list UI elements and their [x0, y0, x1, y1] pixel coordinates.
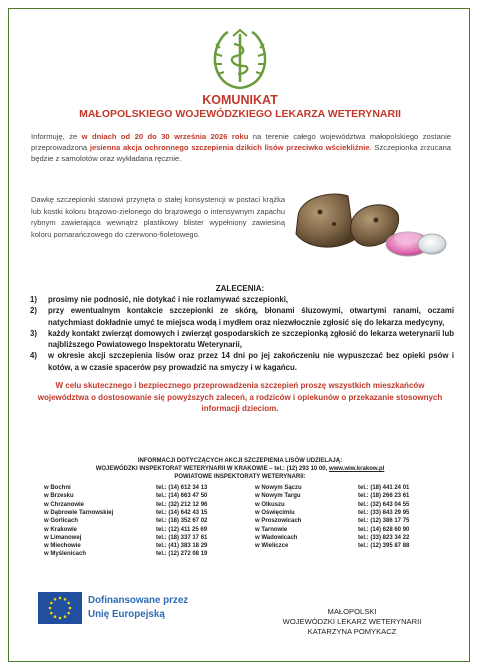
list-text: przy ewentualnym kontakcie szczepionki ze skórą, błonami śluzowymi, otwartymi ranami, oczami natychmiast dokładnie umyć te miejsca wodą i mydłem oraz niezwłocznie zgłosić się do lekarza medycyny,	[48, 306, 454, 327]
recommendations-list	[30, 294, 454, 373]
wiw-text: WOJEWÓDZKI INSPEKTORAT WETERYNARII W KRAKOWIE – tel.: (12) 293 10 00,	[95, 466, 329, 472]
inspectorate-name: w Limanowej	[44, 534, 82, 541]
intro-action: jesienna akcja ochronnego szczepienia dzikich lisów przeciwko wściekliźnie	[89, 143, 370, 152]
signature-block	[262, 607, 442, 637]
appeal-paragraph: W celu skutecznego i bezpiecznego przeprowadzenia szczepień proszę wszystkich mieszkańców województwa o dostosowanie się powyższych zaleceń, a rodziców i opiekunów o przekazanie stosownych informacji dzieciom.	[37, 381, 443, 414]
list-item	[30, 350, 454, 373]
eu-flag-icon	[38, 592, 82, 624]
inspectorate-name: w Wieliczce	[255, 543, 289, 550]
eu-funding-text	[88, 594, 188, 622]
eu-funding-line1: Dofinansowane przez	[88, 595, 189, 606]
inspectorate-name: w Bochni	[44, 485, 71, 491]
vaccine-description: Dawkę szczepionki stanowi przynęta o stałej konsystencji w postaci krążka lub kostki koloru brązowo-zielonego do brązowego o intensywnym zapachu rybnym zawierająca wewnątrz plastikowy blister wypełniony zawiesiną koloru pomarańczowego do czerwono-fioletowego.	[31, 195, 285, 239]
inspectorate-name: w Nowym Targu	[255, 493, 301, 500]
eu-funding-badge	[38, 592, 198, 628]
inspectorate-phone: tel.: (14) 663 47 50	[156, 493, 208, 500]
intro-text: na terenie całego województwa małopolskiego zostanie przeprowadzona	[31, 132, 451, 152]
inspectorate-name: w Brzesku	[44, 493, 74, 500]
inspectorate-phone: tel.: (18) 441 24 01	[358, 485, 410, 491]
recommendations-title: ZALECENIA:	[215, 284, 265, 293]
inspectorate-name: w Miechowie	[44, 543, 81, 550]
inspectorate-phone: tel.: (33) 843 29 95	[358, 509, 410, 516]
inspectorate-name: w Dąbrowie Tarnowskiej	[44, 509, 114, 516]
piw-heading: POWIATOWE INSPEKTORATY WETERYNARII:	[174, 474, 306, 480]
inspectorate-phone: tel.: (18) 266 23 61	[358, 493, 410, 500]
inspectorate-phone: tel.: (18) 337 17 61	[156, 534, 208, 541]
eu-funding-line2: Unię Europejską	[88, 609, 165, 620]
inspectorate-phone: tel.: (12) 386 17 75	[358, 518, 410, 525]
page-subtitle: MAŁOPOLSKIEGO WOJEWÓDZKIEGO LEKARZA WETERYNARII	[79, 108, 401, 120]
list-text: w okresie akcji szczepienia lisów oraz przez 14 dni po jej zakończeniu nie wypuszczać bez opieki psów i kotów, a w czasie spacerów psy prowadzić na smyczy i w kagańcu.	[48, 351, 454, 372]
signature-line2: WOJEWÓDZKI LEKARZ WETERYNARII	[282, 617, 422, 626]
inspectorate-name: w Olkuszu	[255, 501, 285, 508]
intro-paragraph	[31, 131, 451, 164]
intro-text: Informuję, że	[31, 132, 82, 141]
inspectorate-phone: tel.: (12) 395 87 88	[358, 543, 410, 550]
page-title: KOMUNIKAT	[202, 93, 278, 107]
wiw-contact	[0, 465, 480, 473]
list-number: 3)	[30, 328, 37, 338]
veterinary-logo-icon	[206, 26, 274, 94]
signature-name: KATARZYNA POMYKACZ	[307, 627, 397, 636]
signature-line1: MAŁOPOLSKI	[327, 607, 377, 616]
inspectorate-phone: tel.: (14) 612 34 13	[156, 485, 208, 491]
inspectorate-name: w Myślenicach	[44, 551, 87, 558]
inspectorate-phone: tel.: (18) 352 67 02	[156, 518, 208, 525]
list-item	[30, 328, 454, 351]
inspectorate-phone: tel.: (12) 272 08 19	[156, 551, 208, 558]
inspectorate-name: w Gorlicach	[44, 518, 79, 525]
inspectorate-name: w Wadowicach	[255, 534, 298, 541]
inspectorate-name: w Oświęcimiu	[255, 509, 295, 516]
list-text: prosimy nie podnosić, nie dotykać i nie rozlamywać szczepionki,	[48, 295, 289, 304]
info-heading: INFORMACJI DOTYCZĄCYCH AKCJI SZCZEPIENIA LISÓW UDZIELAJĄ:	[137, 458, 343, 464]
inspectorate-name: w Tarnowie	[255, 526, 288, 533]
inspectorate-phone: tel.: (41) 383 18 29	[156, 543, 208, 550]
vaccine-bait-image	[290, 186, 450, 268]
inspectorate-phone: tel.: (12) 411 25 69	[156, 526, 208, 533]
inspectorate-phone: tel.: (32) 212 12 96	[156, 501, 208, 508]
list-number: 4)	[30, 351, 37, 361]
list-item	[30, 294, 454, 305]
wiw-website-link[interactable]: www.wiw.krakow.pl	[328, 466, 385, 472]
inspectorate-name: w Chrzanowie	[44, 501, 85, 508]
intro-dates: w dniach od 20 do 30 września 2026 roku	[81, 132, 249, 141]
inspectorate-name: w Krakowie	[44, 526, 78, 533]
list-text: każdy kontakt zwierząt domowych i zwierząt gospodarskich ze szczepionką zgłosić do lekarza weterynarii lub najbliższego Powiatowego Inspektoratu Weterynarii,	[48, 328, 454, 350]
list-number: 1)	[30, 295, 37, 304]
inspectorate-phone: tel.: (32) 643 04 55	[358, 501, 410, 508]
inspectorate-phone: tel.: (14) 628 60 90	[358, 526, 410, 533]
inspectorate-name: w Nowym Sączu	[255, 485, 302, 491]
list-item	[30, 305, 454, 328]
intro-text: . Szczepionka zrzucana będzie z samolotów oraz wykładana ręcznie.	[31, 143, 451, 163]
list-number: 2)	[30, 306, 37, 316]
inspectorate-phone: tel.: (33) 823 34 22	[358, 534, 410, 541]
inspectorate-phone: tel.: (14) 642 43 15	[156, 509, 208, 516]
inspectorate-name: w Proszowicach	[255, 518, 302, 525]
